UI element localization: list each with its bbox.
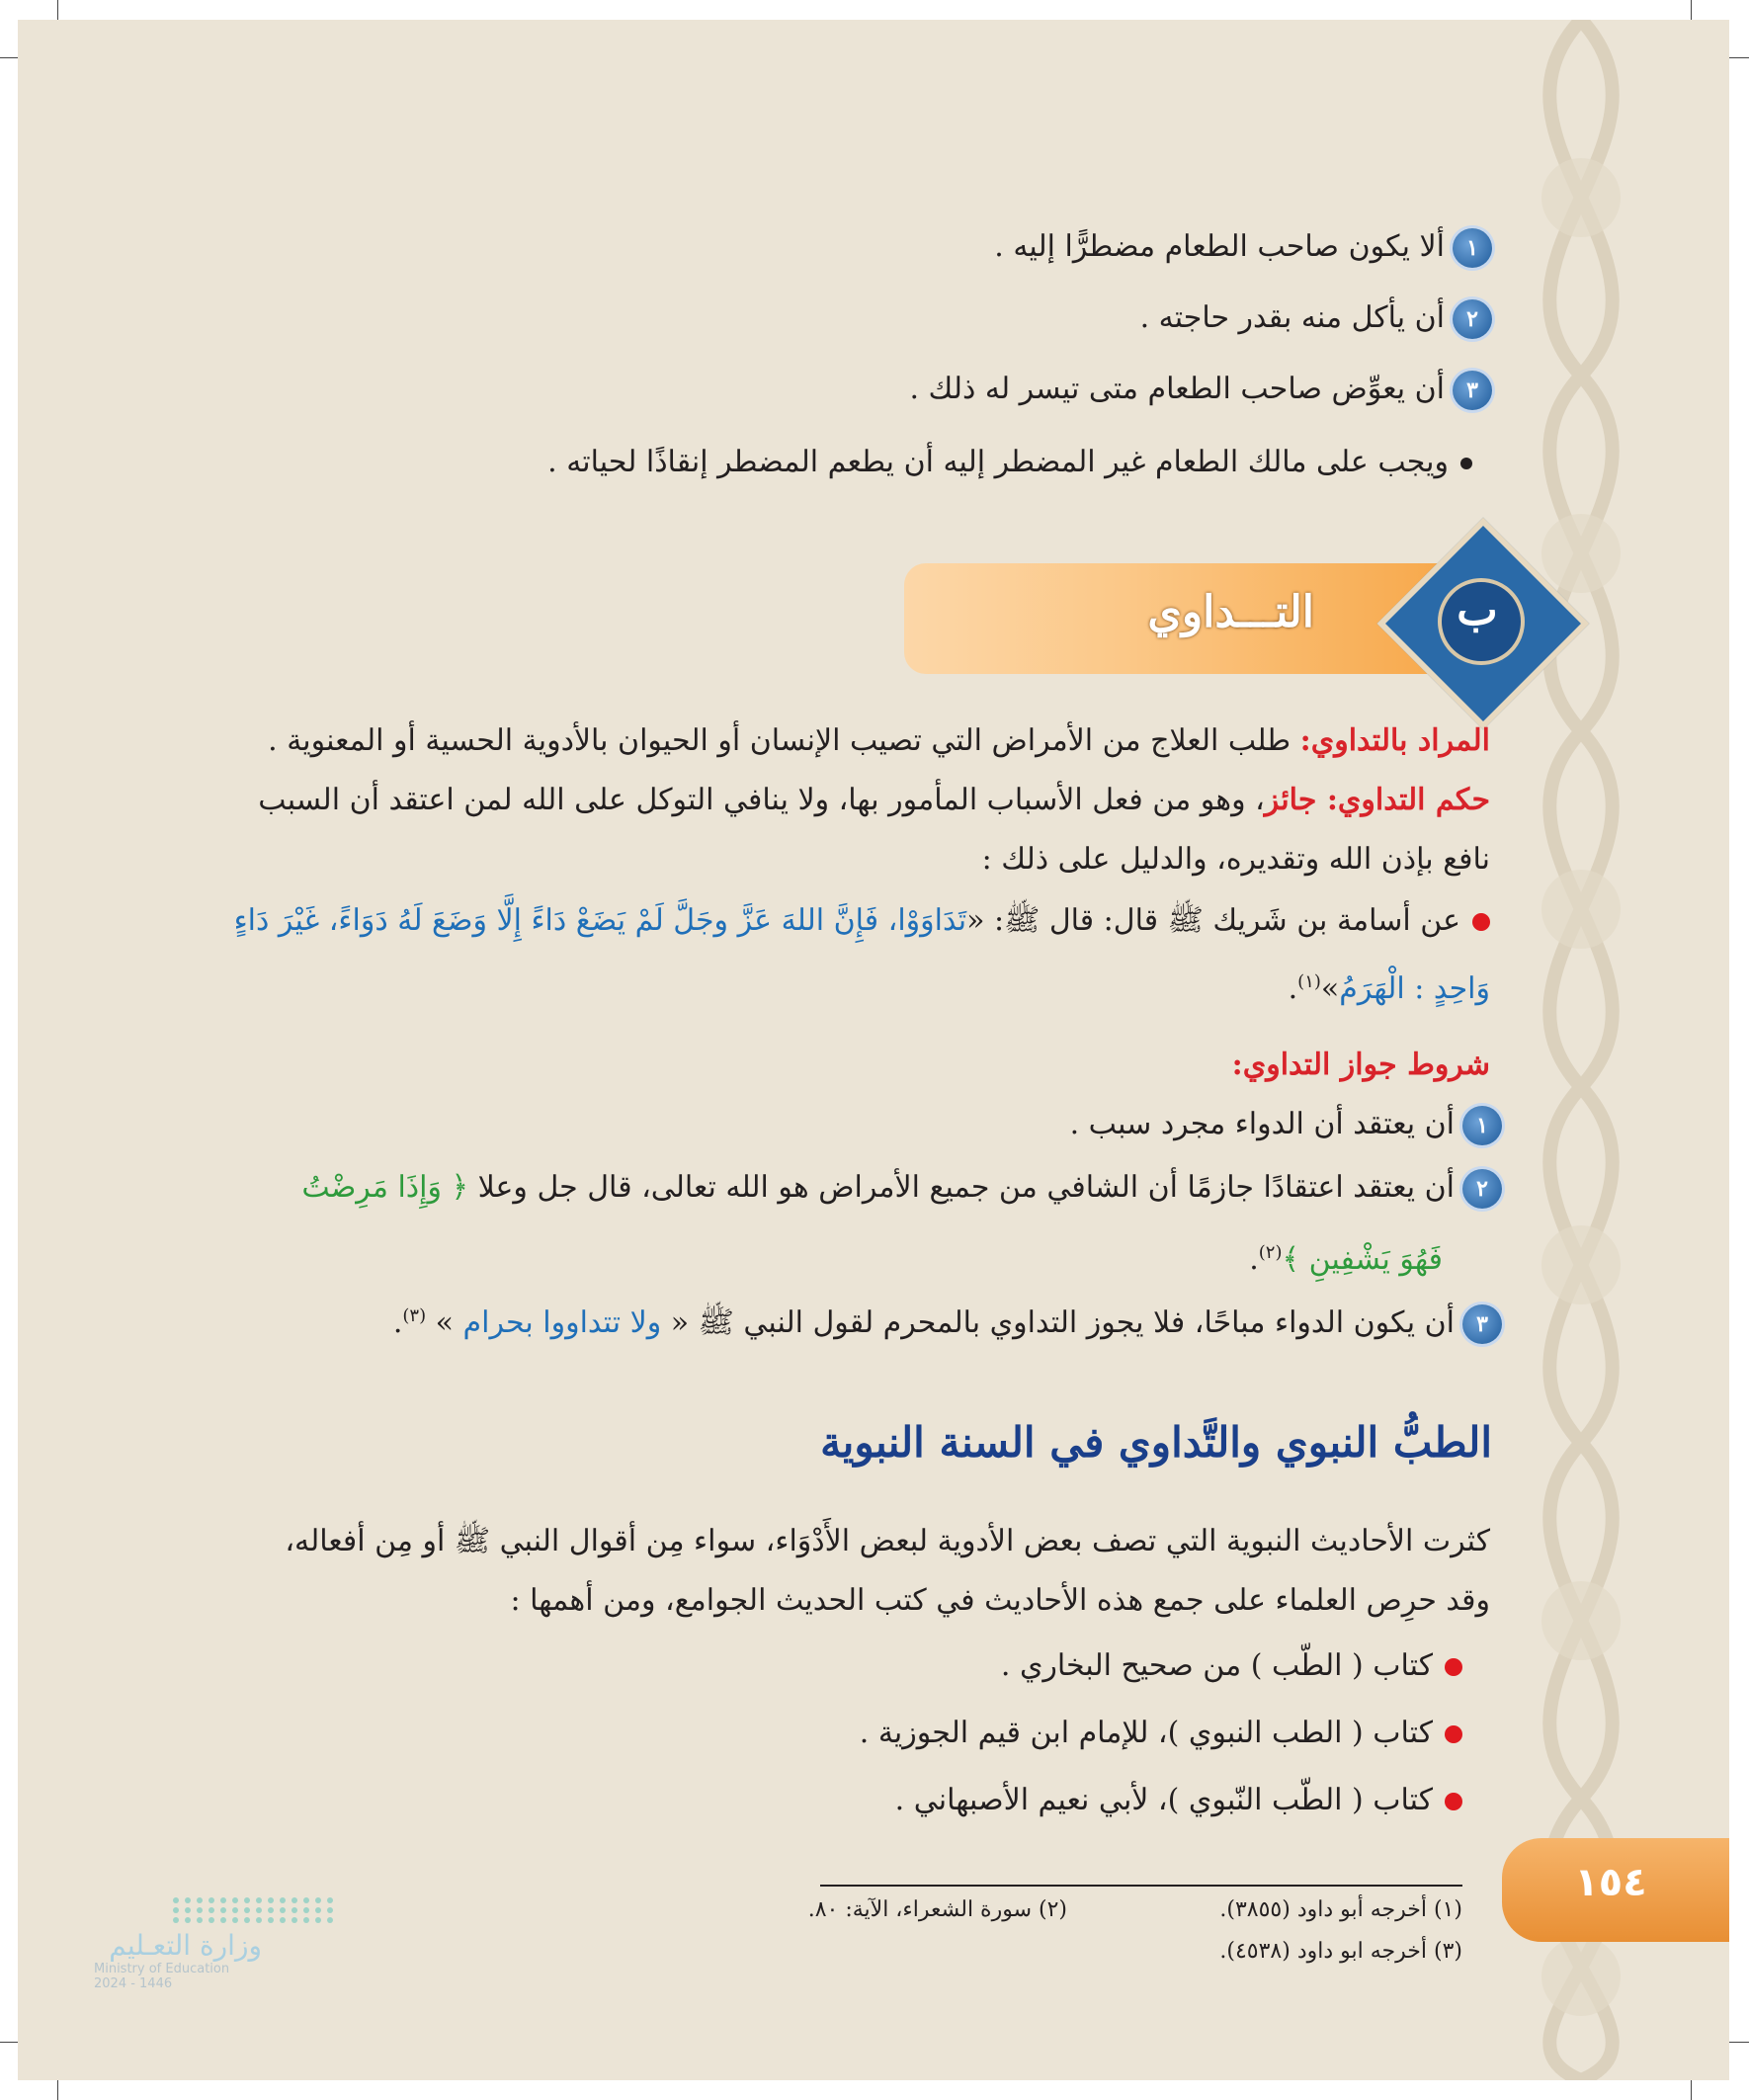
ruling-line-2: نافع بإذن الله وتقديره، والدليل على ذلك : — [981, 842, 1490, 877]
logo-english: Ministry of Education — [94, 1962, 230, 1976]
condition-item — [1140, 298, 1492, 339]
condition-text: أن يعوِّض صاحب الطعام متى تيسر له ذلك . — [909, 372, 1445, 406]
number-badge: ٣ — [1462, 1304, 1502, 1344]
section-title: الطبُّ النبوي والتَّداوي في السنة النبوية — [820, 1418, 1492, 1467]
period: . — [392, 1305, 403, 1340]
intro-line: كثرت الأحاديث النبوية التي تصف بعض الأدوية لبعض الأَدْوَاء، سواء مِن أقوال النبي ﷺ أو مِن أفعاله، — [285, 1524, 1490, 1558]
book-item — [860, 1714, 1462, 1753]
footnote: (٣) أخرجه ابو داود (٤٥٣٨). — [1219, 1939, 1462, 1964]
hadith-line — [234, 901, 1490, 941]
number-badge: ٣ — [1453, 371, 1492, 410]
quote-close: » — [1320, 971, 1340, 1006]
condition-item — [1070, 1105, 1502, 1145]
book-text: كتاب ( الطّب ) من صحيح البخاري . — [1000, 1648, 1433, 1683]
condition-text: ألا يكون صاحب الطعام مضطرًّا إليه . — [994, 229, 1445, 264]
definition-label: المراد بالتداوي: — [1299, 723, 1490, 758]
condition-item — [301, 1168, 1502, 1209]
bullet-icon — [1445, 1725, 1462, 1743]
number-badge: ١ — [1453, 228, 1492, 268]
hadith-line-2 — [1289, 963, 1490, 1009]
ruling-label: حكم التداوي: جائز — [1264, 783, 1490, 817]
bullet-icon — [1445, 1793, 1462, 1810]
number-badge: ١ — [1462, 1106, 1502, 1145]
footnote: (٢) سورة الشعراء، الآية: ٨٠. — [807, 1897, 1067, 1922]
footnote-rule — [820, 1885, 1462, 1887]
book-item — [1001, 1646, 1462, 1686]
logo-year: 2024 - 1446 — [94, 1976, 173, 1991]
number-badge: ٢ — [1453, 299, 1492, 339]
condition-text: أن يأكل منه بقدر حاجته . — [1139, 300, 1445, 335]
footnote-ref: (٣) — [402, 1305, 427, 1326]
condition-text: أن يكون الدواء مباحًا، فلا يجوز التداوي بالمحرم لقول النبي ﷺ « — [661, 1305, 1455, 1340]
bullet-icon — [1445, 1658, 1462, 1676]
section-heading-title: التـــداوي — [1147, 587, 1314, 637]
ruling-text: ، وهو من فعل الأسباب المأمور بها، ولا ينافي التوكل على الله لمن اعتقد أن السبب — [258, 783, 1265, 817]
condition-continuation — [1249, 1233, 1443, 1280]
book-text: كتاب ( الطّب النّبوي )، لأبي نعيم الأصبهاني . — [894, 1783, 1433, 1817]
book-text: كتاب ( الطب النبوي )، للإمام ابن قيم الجوزية . — [859, 1716, 1433, 1750]
obligation-item — [547, 443, 1472, 482]
hadith-text: وَاحِدٍ : الْهَرَمُ — [1339, 971, 1490, 1006]
quote-close: » — [426, 1305, 463, 1340]
ministry-logo — [94, 1897, 262, 1991]
definition-line — [268, 721, 1490, 761]
section-heading-bar — [904, 563, 1453, 674]
hadith-text: تَدَاوَوْا، فَإِنَّ اللهَ عَزَّ وجَلَّ لَمْ يَضَعْ دَاءً إِلَّا وَضَعَ لَهُ دَوَاءً، غَيْرَ دَاءٍ — [233, 903, 967, 938]
footnote-ref: (١) — [1297, 971, 1321, 992]
condition-item — [994, 227, 1492, 268]
period: . — [1249, 1242, 1259, 1277]
conditions-title: شروط جواز التداوي: — [1231, 1048, 1490, 1082]
hadith-intro: عن أسامة بن شَريك ﷺ قال: قال ﷺ: « — [966, 903, 1460, 938]
book-item — [895, 1781, 1462, 1820]
condition-text: أن يعتقد اعتقادًا جازمًا أن الشافي من جميع الأمراض هو الله تعالى، قال جل وعلا — [468, 1170, 1455, 1205]
definition-text: طلب العلاج من الأمراض التي تصيب الإنسان أو الحيوان بالأدوية الحسية أو المعنوية . — [268, 723, 1300, 758]
section-letter: ب — [1457, 585, 1498, 635]
logo-arabic: وزارة التعـليم — [109, 1929, 262, 1962]
condition-item — [393, 1297, 1502, 1344]
quran-text: ﴿ وَإِذَا مَرِضْتُ — [301, 1170, 469, 1205]
quran-text: فَهُوَ يَشْفِينِ ﴾ — [1282, 1242, 1443, 1277]
ruling-line — [258, 781, 1490, 820]
condition-text: أن يعتقد أن الدواء مجرد سبب . — [1069, 1107, 1455, 1141]
bullet-icon — [1460, 458, 1472, 469]
obligation-text: ويجب على مالك الطعام غير المضطر إليه أن يطعم المضطر إنقاذًا لحياته . — [547, 445, 1449, 479]
period: . — [1288, 971, 1298, 1006]
footnote: (١) أخرجه أبو داود (٣٨٥٥). — [1219, 1897, 1462, 1922]
condition-item — [909, 370, 1492, 410]
number-badge: ٢ — [1462, 1169, 1502, 1209]
hadith-quote: ولا تتداووا بحرام — [462, 1305, 662, 1340]
page-number-tab — [1502, 1838, 1729, 1942]
bullet-icon — [1472, 913, 1490, 931]
page-number: ١٥٤ — [1574, 1860, 1647, 1905]
footnote-ref: (٢) — [1258, 1242, 1283, 1263]
intro-line: وقد حرِص العلماء على جمع هذه الأحاديث في كتب الحديث الجوامع، ومن أهمها : — [510, 1583, 1490, 1618]
logo-dots-icon — [173, 1897, 262, 1923]
